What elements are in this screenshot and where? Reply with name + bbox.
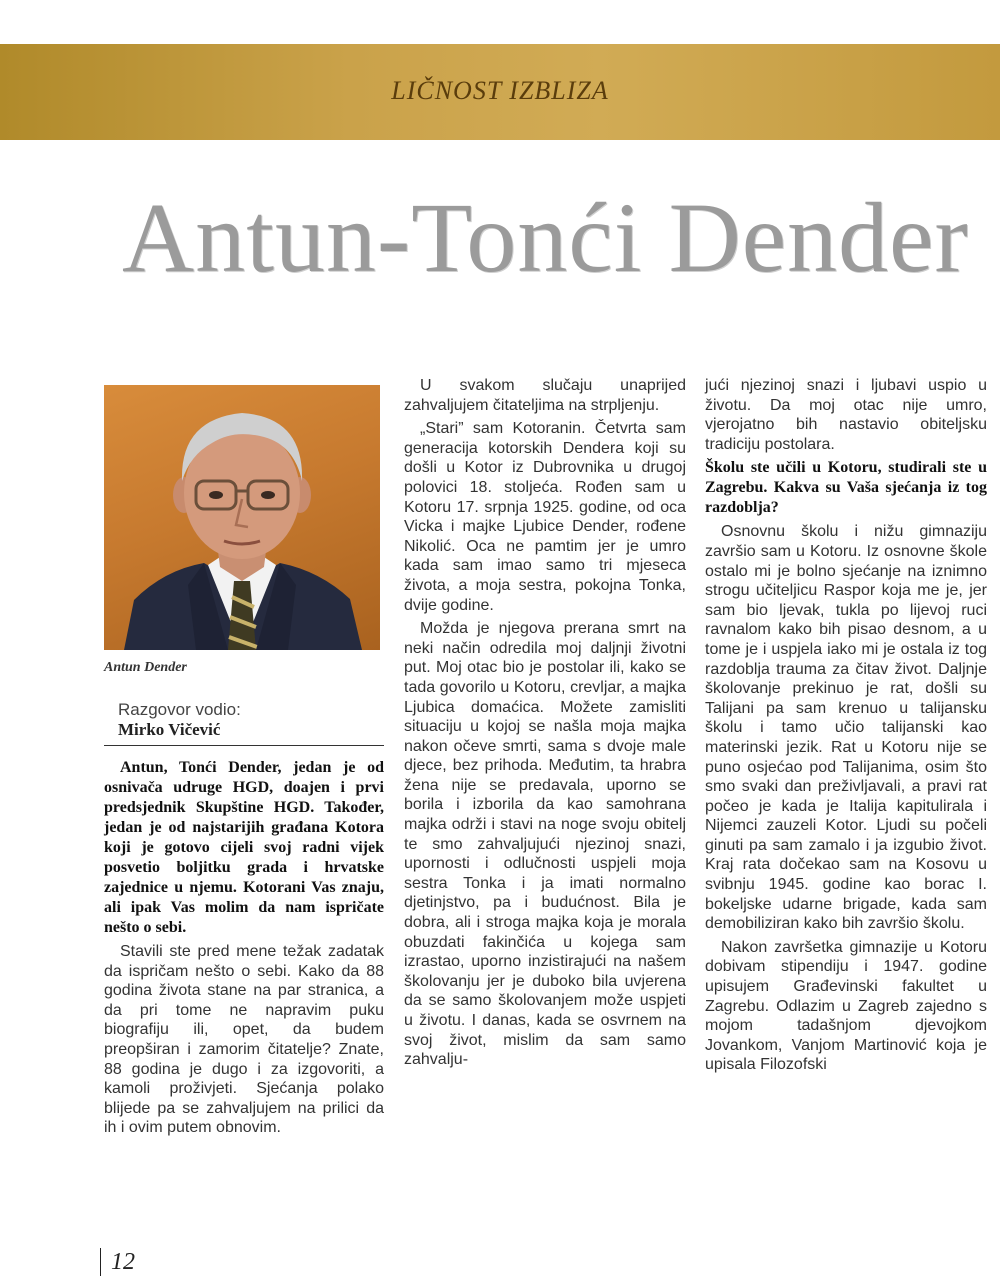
portrait-photo: [104, 385, 380, 650]
interview-answer: Osnovnu školu i nižu gimnaziju završio sam u Kotoru. Iz osnovne škole ostalo mi je bolno sjećanje na iznimno strogu učiteljicu Raspor koja me je, jer sam bio ljevak, tukla po lijevoj ruci ravnalom kako bih pisao desnom, a u tome je i uspjela iako mi je ostala iz tog razdoblja trauma za čitav život. Daljnje školovanje prekinuo je rat, došli su Talijani pa sam krenuo u talijansku školu i tamo učio talijanski kao materinski jezik. Rat u Kotoru nije se puno osjećao pod Talijanima, osim što smo svaki dan preživljavali, a pravi rat počeo je kada je Italija kapitulirala i Nijemci zauzeli Kotor. Ljudi su počeli ginuti pa sam zamalo i ja izgubio život. Kraj rata dočekao sam na Kosovu u svibnju 1945. godine kao borac I. bokeljske udarne brigade, kada sam demobiliziran kako bih završio školu.: [705, 523, 987, 933]
interview-question: Antun, Tonći Dender, jedan je od osnivača udruge HGD, doajen i prvi predsjednik Skupštine HGD. Također, jedan je od najstarijih građana Kotora koji je gotovo cijeli svoj radni vijek posvetio boljitku grada i hrvatske zajednice u njemu. Kotorani Vas znaju, ali ipak Vas molim da nam ispričate nešto o sebi.: [104, 759, 384, 936]
article-column-2: [404, 376, 686, 1074]
section-banner: [0, 44, 1000, 140]
interview-question: Školu ste učili u Kotoru, studirali ste u Zagrebu. Kakva su Vaša sjećanja iz tog razdoblja?: [705, 459, 987, 517]
byline-label: Razgovor vodio:: [118, 700, 241, 719]
article-column-3: [705, 376, 987, 1079]
article-column-1: [104, 758, 384, 1142]
interview-answer: Nakon završetka gimnazije u Kotoru dobivam stipendiju i 1947. godine upisujem Građevinski fakultet u Zagrebu. Odlazim u Zagreb zajedno s mojom tadašnjom djevojkom Jovankom, Vanjom Martinović koja je upisala Filozofski: [705, 938, 987, 1074]
photo-caption: Antun Dender: [104, 660, 187, 675]
interview-answer: Možda je njegova prerana smrt na neki način odredila moj daljnji životni put. Moj otac bio je postolar ili, kako se tada govorilo u Kotoru, crevljar, a majka Ljubica domaćica. Možete zamisliti situaciju u kojoj se našla moja majka nakon očeve smrti, sama s dvoje male djece, bez prihoda. Međutim, ta hrabra žena nije se predavala, uporno se borila i izborila da kao samohrana majka održi i stavi na noge svoju obitelj te smo zahvaljujući njezinoj snazi, upornosti i odlučnosti uspjeli moja sestra Tonka i ja imati normalno djetinjstvo, pa i budućnost. Bila je dobra, ali i stroga majka koja je morala obuzdati fakinčića u kojega sam izrastao, uporno inzistirajući na našem školovanju jer je duboko bila uvjerena da se samo školovanjem može uspjeti u životu. I danas, kada se osvrnem na svoj život, mislim da sam samo zahvalju-: [404, 620, 686, 1069]
byline: [118, 700, 388, 740]
interview-answer-continued: jući njezinoj snazi i ljubavi uspio u životu. Da moj otac nije umro, vjerojatno bih nastavio obiteljsku tradiciju postolara.: [705, 377, 987, 453]
article-headline: Antun-Tonći Dender: [122, 182, 969, 293]
byline-divider: [104, 745, 384, 746]
interview-answer: „Stari” sam Kotoranin. Četvrta sam generacija kotorskih Dendera koji su došli u Kotor iz Dubrovnika u drugoj polovici 18. stoljeća. Rođen sam u Kotoru 17. srpnja 1925. godine, od oca Vicka i majke Ljubice Dender, rođene Nikolić. Oca ne pamtim jer je umro kada sam imao samo tri mjeseca života, a moja sestra, pokojna Tonka, dvije godine.: [404, 420, 686, 614]
byline-author: Mirko Vičević: [118, 720, 221, 739]
page-number: 12: [100, 1248, 135, 1276]
interview-answer: Stavili ste pred mene težak zadatak da ispričam nešto o sebi. Kako da 88 godina života stane na par stranica, a da pri tome ne napravim puku biografiju ili, opet, da budem preopširan i zamorim čitatelje? Znate, 88 godina je dugo i za izgovoriti, a kamoli proživjeti. Sjećanja polako blijede pa se zahvaljujem na prilici da ih i ovim putem obnovim.: [104, 943, 384, 1137]
section-label: LIČNOST IZBLIZA: [391, 76, 609, 105]
interview-answer: U svakom slučaju unaprijed zahvaljujem čitateljima na strpljenju.: [404, 377, 686, 414]
